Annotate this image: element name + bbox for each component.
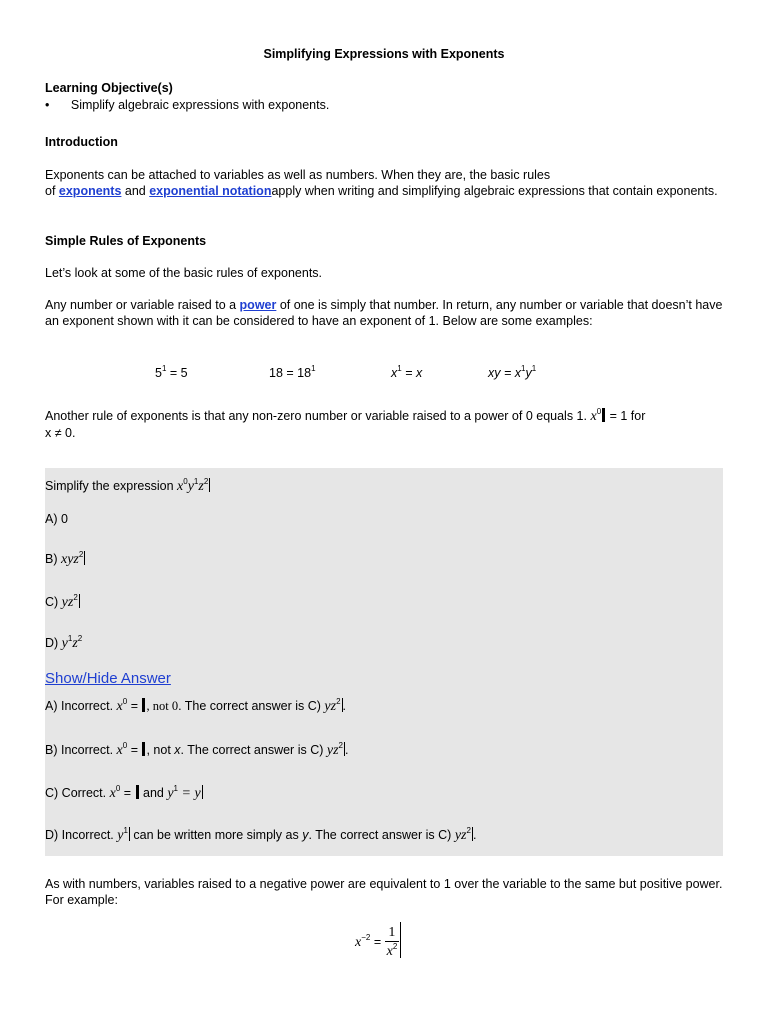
example-3: $x^1 = x$	[391, 364, 423, 380]
intro-heading: Introduction	[45, 135, 118, 149]
question-expression: $x^0y^1z^2$	[177, 477, 209, 494]
option-c: C) $yz^2$	[45, 593, 78, 610]
example-2: $18 = 18^1$	[269, 364, 316, 380]
rules-p3: Another rule of exponents is that any non-zero number or variable raised to a power of 0 equals 1. $x^0 = 1$ for x ≠ 0.	[45, 407, 646, 440]
answer-d: D) Incorrect. $y^1$ can be written more simply as y. The correct answer is C) $yz^2$ .	[45, 826, 477, 843]
negative-example: $x^{-2}$ = $\frac{1}{x^2}$	[355, 922, 401, 960]
option-b: B) xyz$^2$	[45, 550, 84, 567]
rules-p2b: of one is simply that number. In return, any number or variable that doesn’t have an exponent shown with it can be considered to have an exponent of 1. Below are some examples:	[45, 298, 723, 328]
bullet: •	[45, 98, 50, 112]
answer-b: B) Incorrect. $x^0$ = , not x. The correct answer is C) $yz^2$ .	[45, 741, 349, 758]
intro-and: and	[121, 184, 150, 198]
power-link[interactable]: power	[239, 298, 277, 312]
objective-item	[45, 97, 329, 113]
intro-of: of	[45, 184, 59, 198]
intro-rest: apply when writing and simplifying algebraic expressions that contain exponents.	[271, 184, 718, 198]
page-title: Simplifying Expressions with Exponents	[263, 47, 505, 61]
objective-text: Simplify algebraic expressions with exponents.	[70, 98, 330, 112]
question-prompt: Simplify the expression $x^0y^1z^2$	[45, 477, 209, 494]
answer-c: C) Correct. $x^0$ = and $y^1 = y$	[45, 784, 201, 801]
show-hide-answer-link[interactable]: Show/Hide Answer	[45, 670, 171, 687]
rules-heading: Simple Rules of Exponents	[45, 234, 207, 248]
question-box	[45, 468, 723, 856]
intro-line1: Exponents can be attached to variables as well as numbers. When they are, the basic rules	[45, 168, 551, 182]
option-a: A) 0	[45, 512, 68, 526]
fraction: $\frac{1}{x^2}$	[386, 925, 398, 960]
objectives-heading: Learning Objective(s)	[45, 81, 173, 95]
answer-a: A) Incorrect. $x^0$ = , not 0. The correct answer is C) $yz^2$ .	[45, 697, 347, 714]
intro-paragraph	[45, 167, 725, 199]
rules-p2	[45, 297, 725, 329]
rules-p1: Let’s look at some of the basic rules of exponents.	[45, 266, 323, 280]
exponential-notation-link[interactable]: exponential notation	[149, 184, 272, 198]
exponents-link[interactable]: exponents	[58, 184, 122, 198]
example-1: $5^1 = 5$	[155, 364, 188, 380]
option-d: D) $y^1z^2$	[45, 634, 83, 651]
example-4: xy = $x^1y^1$	[488, 364, 537, 380]
negative-paragraph: As with numbers, variables raised to a negative power are equivalent to 1 over the variable to the same but positive power. For example:	[45, 877, 723, 907]
rules-p2a: Any number or variable raised to a	[45, 298, 240, 312]
